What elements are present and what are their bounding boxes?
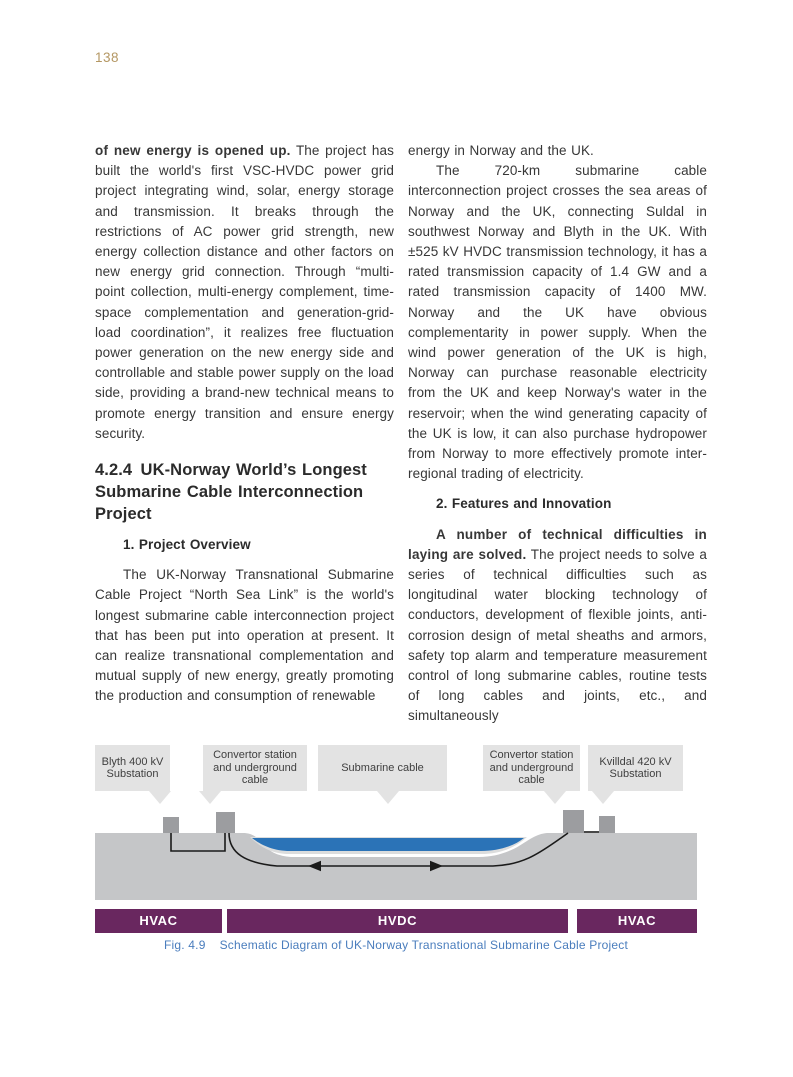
callout-tail-icon (592, 791, 614, 804)
text-columns (95, 141, 707, 727)
callout-tail-icon (377, 791, 399, 804)
paragraph: energy in Norway and the UK. (408, 143, 594, 158)
callout-submarine-cable: Submarine cable (318, 745, 447, 791)
band-hvac-right: HVAC (577, 909, 697, 933)
substation-building-right (599, 816, 615, 833)
paragraph-text: The project needs to solve a series of technical difficulties such as longitudinal water blocking technology of conductors, development of flexible joints, anti-corrosion design of metal sheaths and armors, safety top alarm and temperature measurement control of long submarine cables, routine tests of long cables and joints, etc., and simultaneously (408, 546, 707, 724)
callout-kvilldal-substation: Kvilldal 420 kV Substation (588, 745, 683, 791)
bold-lead: of new energy is opened up. (95, 143, 291, 158)
callout-blyth-substation: Blyth 400 kV Substation (95, 745, 170, 791)
subsection-heading: 2. Features and Innovation (436, 496, 612, 512)
band-hvac-left: HVAC (95, 909, 222, 933)
sea-water (252, 838, 524, 851)
paragraph-text: The project has built the world's first VSC-HVDC power grid project integrating wind, solar, energy storage and transmission. It breaks through the restrictions of AC power grid strength, new energy collection distance and other factors on new energy grid connection. Through “multi-point collection, multi-energy complement, time-space complementation and generation-grid-load coordination”, it realizes free fluctuation power generation on the new energy side and controllable and stable power supply on the load side, providing a brand-new technical means to promote energy transition and ensure energy security. (95, 143, 394, 441)
paragraph: The 720-km submarine cable interconnection project crosses the sea areas of Norway and the UK, connecting Suldal in southwest Norway and Blyth in the UK. With ±525 kV HVDC transmission technology, it has a rated transmission capacity of 1.4 GW and a rated transmission capacity of 1400 MW. Norway and the UK have obvious complementarity in power supply. When the wind power generation of the UK is high, Norway can purchase reasonable electricity from the UK and keep Norway's water in the reservoir; when the wind generating capacity of the UK is low, it can also purchase hydropower from Norway to more effectively promote inter-regional trading of electricity. (408, 163, 707, 482)
figure-caption-label: Fig. 4.9 (163, 938, 206, 952)
callout-tail-icon (149, 791, 171, 804)
left-column (95, 141, 394, 727)
convertor-building-right (563, 810, 584, 833)
convertor-building-left (216, 812, 235, 833)
section-heading: 4.2.4 UK-Norway World’s Longest Submarine Cable Interconnection Project (95, 461, 367, 524)
subsection-heading: 1. Project Overview (123, 537, 251, 553)
figure-caption (95, 938, 697, 952)
figure-caption-text: Schematic Diagram of UK-Norway Transnational Submarine Cable Project (219, 938, 629, 952)
band-hvdc: HVDC (227, 909, 568, 933)
page-number: 138 (95, 50, 120, 65)
callout-convertor-station-left: Convertor station and underground cable (203, 745, 307, 791)
paragraph (95, 141, 394, 444)
cross-section-diagram (95, 805, 697, 900)
callout-tail-icon (544, 791, 566, 804)
paragraph: The UK-Norway Transnational Submarine Cable Project “North Sea Link” is the world's longest submarine cable interconnection project that has been put into operation at present. It can realize transnational complementation and mutual supply of new energy, greatly promoting the production and consumption of renewable (95, 567, 394, 704)
callout-convertor-station-right: Convertor station and underground cable (483, 745, 580, 791)
figure-4-9 (95, 745, 697, 960)
bold-lead: A number of technical difficulties in laying are solved. (408, 526, 707, 562)
callout-tail-icon (199, 791, 221, 804)
paragraph (408, 525, 707, 727)
substation-building-left (163, 817, 179, 833)
right-column (408, 141, 707, 727)
